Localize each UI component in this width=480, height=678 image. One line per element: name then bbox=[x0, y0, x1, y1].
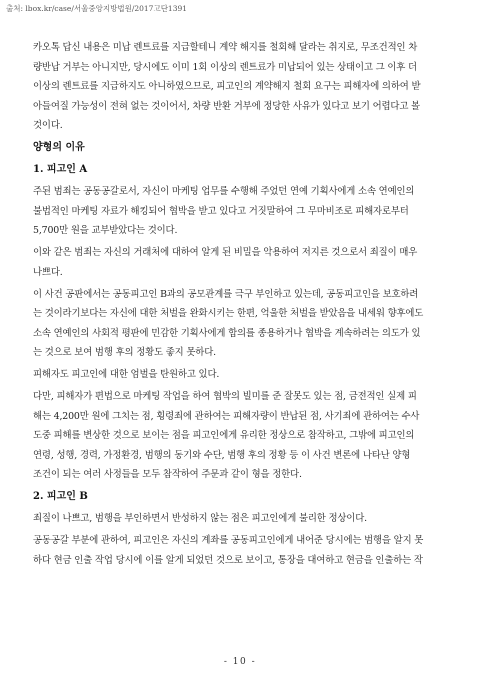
text-line: 량반납 거부는 아니지만, 당시에도 이미 1회 이상의 렌트료가 미납되어 있는 상태이고 그 이후 더 bbox=[33, 61, 417, 73]
text-line: 하다 현금 인출 작업 당시에 이를 알게 되었던 것으로 보이고, 통장을 대여하고 현금을 인출하는 작 bbox=[33, 554, 423, 566]
text-line: 다만, 피해자가 편법으로 마케팅 작업을 하여 협박의 빌미를 준 잘못도 있는 점, 금전적인 실제 피 bbox=[33, 391, 417, 402]
text-line: 주된 범죄는 공동공갈로서, 자신이 마케팅 업무를 수행해 주었던 연예 기획사에게 소속 연예인의 bbox=[33, 186, 415, 197]
subheading-defendant-a: 1. 피고인 A bbox=[33, 164, 88, 175]
text-line: 조건이 되는 여러 사정들을 모두 참작하여 주문과 같이 형을 정한다. bbox=[33, 469, 302, 480]
paragraph-victim-petition bbox=[33, 365, 441, 385]
text-line: 아들여질 가능성이 전혀 없는 것이어서, 차량 반환 거부에 정당한 사유가 있다고 보기 어렵다고 볼 bbox=[33, 100, 420, 112]
text-line: 이와 같은 범죄는 자신의 거래처에 대하여 알게 된 비밀을 악용하여 저지른 것으로서 죄질이 매우 bbox=[33, 247, 418, 258]
page-number: - 10 - bbox=[223, 657, 257, 667]
paragraph-joint-extortion bbox=[33, 531, 441, 570]
source-citation: 출처: lbox.kr/case/서울중앙지방법원/2017고단1391 bbox=[6, 4, 188, 13]
paragraph-crime-nature bbox=[33, 243, 441, 282]
text-line: 는 것이라기보다는 자신에 대한 처벌을 완화시키는 한편, 억울한 처벌을 받았음을 내세워 향후에도 bbox=[33, 308, 424, 319]
text-line: 이상의 렌트료를 지급하지도 아니하였으므로, 피고인의 계약해지 철회 요구는 피해자에 의하여 받 bbox=[33, 81, 421, 92]
text-line: 불법적인 마케팅 자료가 해킹되어 협박을 받고 있다고 거짓말하여 그 무마비조로 피해자로부터 bbox=[33, 205, 409, 217]
paragraph-unfavorable-factors bbox=[33, 509, 441, 529]
paragraph-mitigating-factors bbox=[33, 387, 441, 485]
text-line: 카오톡 답신 내용은 미납 렌트료를 지급할테니 계약 해지를 철회해 달라는 취지로, 무조건적인 차 bbox=[33, 42, 418, 53]
text-line: 공동공갈 부분에 관하여, 피고인은 자신의 계좌를 공동피고인에게 내어준 당시에는 범행을 알지 못 bbox=[33, 535, 424, 546]
text-line: 는 것으로 보여 범행 후의 정황도 좋지 못하다. bbox=[33, 347, 216, 358]
text-line: 도중 피해를 변상한 것으로 보이는 점을 피고인에게 유리한 정상으로 참작하고, 그밖에 피고인의 bbox=[33, 430, 415, 441]
text-line: 소속 연예인의 사회적 평판에 민감한 기획사에게 합의를 종용하거나 협박을 계속하려는 의도가 있 bbox=[33, 327, 421, 339]
document-body bbox=[33, 38, 441, 573]
text-line: 나쁘다. bbox=[33, 266, 63, 278]
paragraph-trial-conduct bbox=[33, 285, 441, 363]
text-line: 연령, 성행, 경력, 가정환경, 범행의 동기와 수단, 범행 후의 정황 등 이 사건 변론에 나타난 양형 bbox=[33, 449, 411, 461]
paragraph-vehicle-return bbox=[33, 38, 441, 136]
text-line: 피해자도 피고인에 대한 엄벌을 탄원하고 있다. bbox=[33, 369, 220, 380]
text-line: 이 사건 공판에서는 공동피고인 B과의 공모관계를 극구 부인하고 있는데, 공동피고인을 보호하려 bbox=[33, 288, 419, 300]
subheading-defendant-b: 2. 피고인 B bbox=[33, 491, 88, 502]
text-line: 것이다. bbox=[33, 120, 63, 131]
section-heading-sentencing-reasons: 양형의 이유 bbox=[33, 142, 85, 153]
text-line: 해는 4,200만 원에 그치는 점, 횡령죄에 관하여는 피해자량이 반납된 점, 사기죄에 관하여는 수사 bbox=[33, 410, 420, 422]
text-line: 5,700만 원을 교부받았다는 것이다. bbox=[33, 225, 178, 236]
paragraph-main-crime bbox=[33, 182, 441, 241]
text-line: 죄질이 나쁘고, 범행을 부인하면서 반성하지 않는 점은 피고인에게 불리한 정상이다. bbox=[33, 513, 367, 524]
